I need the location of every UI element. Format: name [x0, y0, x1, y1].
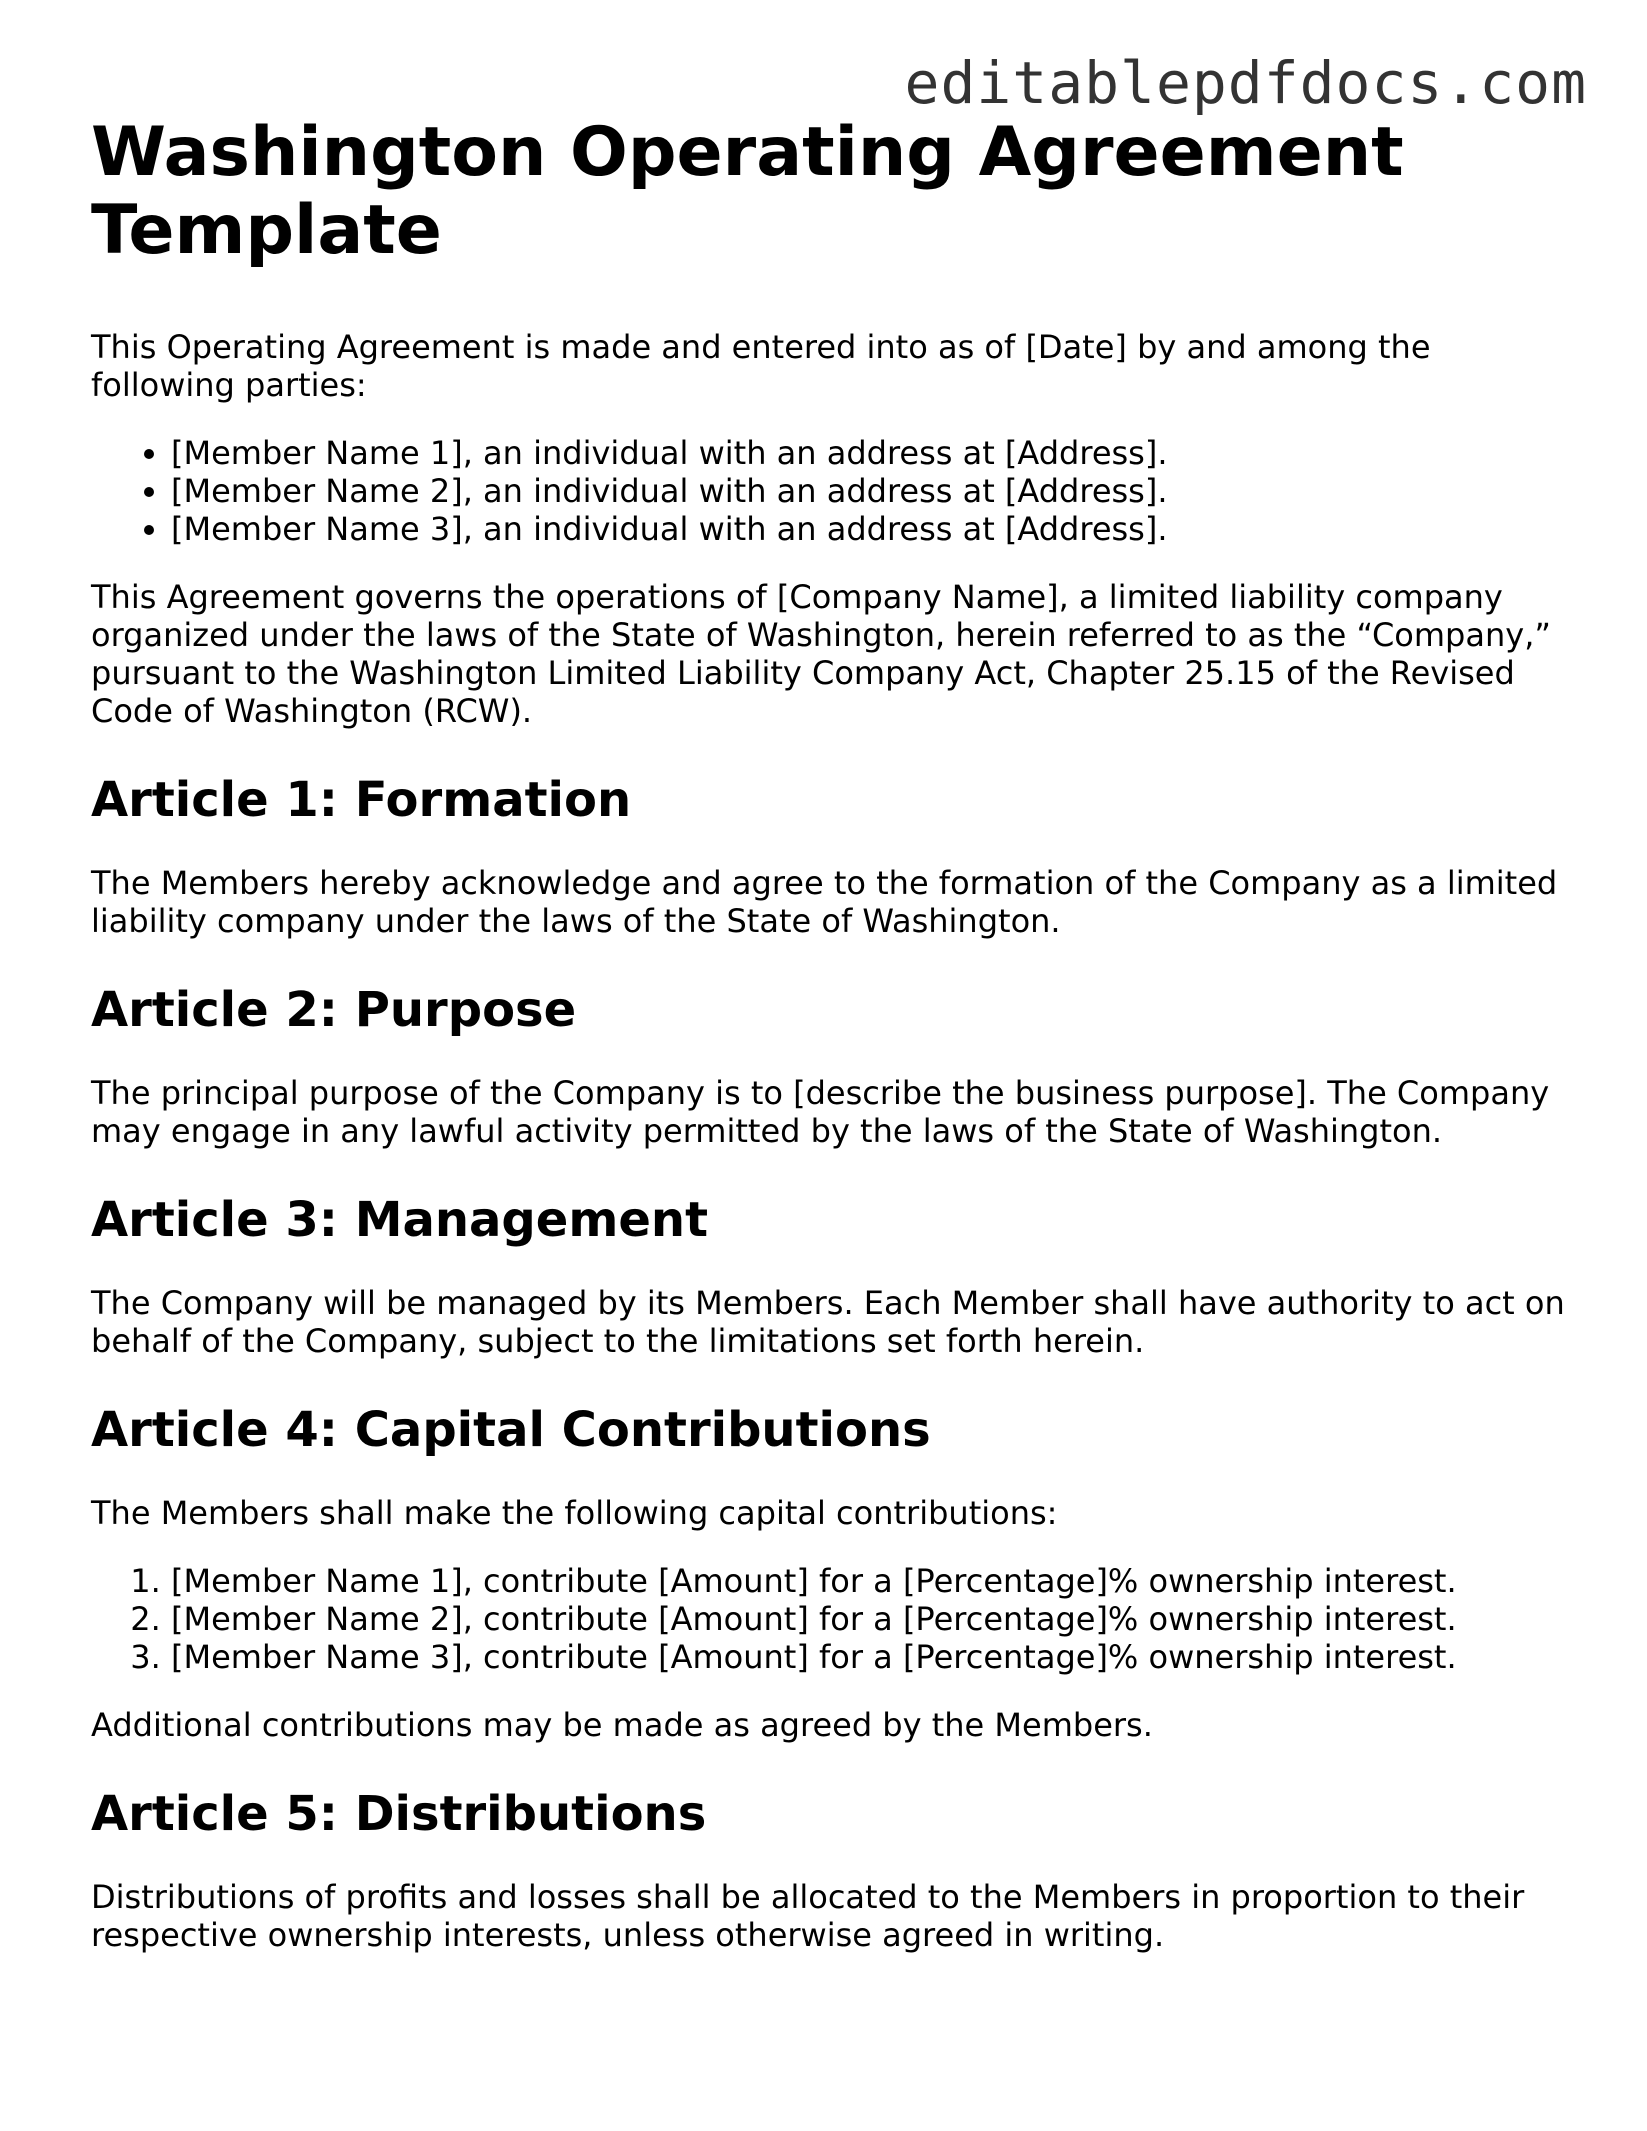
- list-item: 2. [Member Name 2], contribute [Amount] for a [Percentage]% ownership interest.: [171, 1600, 1581, 1638]
- article-2-heading: Article 2: Purpose: [91, 982, 577, 1038]
- parties-list: [91, 434, 1581, 548]
- list-item: 1. [Member Name 1], contribute [Amount] for a [Percentage]% ownership interest.: [171, 1562, 1581, 1600]
- article-4-after: Additional contributions may be made as agreed by the Members.: [91, 1706, 1153, 1744]
- governs-paragraph: This Agreement governs the operations of [Company Name], a limited liability company organized under the laws of the State of Washington, herein referred to as the “Company,” pursuant to the Washington Limited Liability Company Act, Chapter 25.15 of the Revised Code of Washington (RCW).: [91, 578, 1551, 730]
- article-4-heading: Article 4: Capital Contributions: [91, 1402, 931, 1458]
- list-item: 3. [Member Name 3], contribute [Amount] for a [Percentage]% ownership interest.: [171, 1638, 1581, 1676]
- list-item: • [Member Name 2], an individual with an address at [Address].: [171, 472, 1581, 510]
- contributions-list: [91, 1562, 1581, 1676]
- article-5-body: Distributions of profits and losses shall be allocated to the Members in proportion to their respective ownership interests, unless otherwise agreed in writing.: [91, 1878, 1525, 1954]
- article-4-body: The Members shall make the following capital contributions:: [91, 1494, 1058, 1532]
- list-item: • [Member Name 3], an individual with an address at [Address].: [171, 510, 1581, 548]
- watermark: editablepdfdocs.com: [904, 49, 1587, 117]
- document-title: Washington Operating Agreement Template: [91, 113, 1404, 270]
- list-item: • [Member Name 1], an individual with an address at [Address].: [171, 434, 1581, 472]
- article-3-body: The Company will be managed by its Members. Each Member shall have authority to act on behalf of the Company, subject to the limitations set forth herein.: [91, 1284, 1565, 1360]
- document: [91, 114, 1581, 1984]
- article-1-heading: Article 1: Formation: [91, 772, 632, 828]
- intro-paragraph: This Operating Agreement is made and entered into as of [Date] by and among the following parties:: [91, 328, 1431, 404]
- article-1-body: The Members hereby acknowledge and agree to the formation of the Company as a limited liability company under the laws of the State of Washington.: [91, 864, 1558, 940]
- article-3-heading: Article 3: Management: [91, 1192, 709, 1248]
- article-5-heading: Article 5: Distributions: [91, 1786, 707, 1842]
- article-2-body: The principal purpose of the Company is to [describe the business purpose]. The Company may engage in any lawful activity permitted by the laws of the State of Washington.: [91, 1074, 1550, 1150]
